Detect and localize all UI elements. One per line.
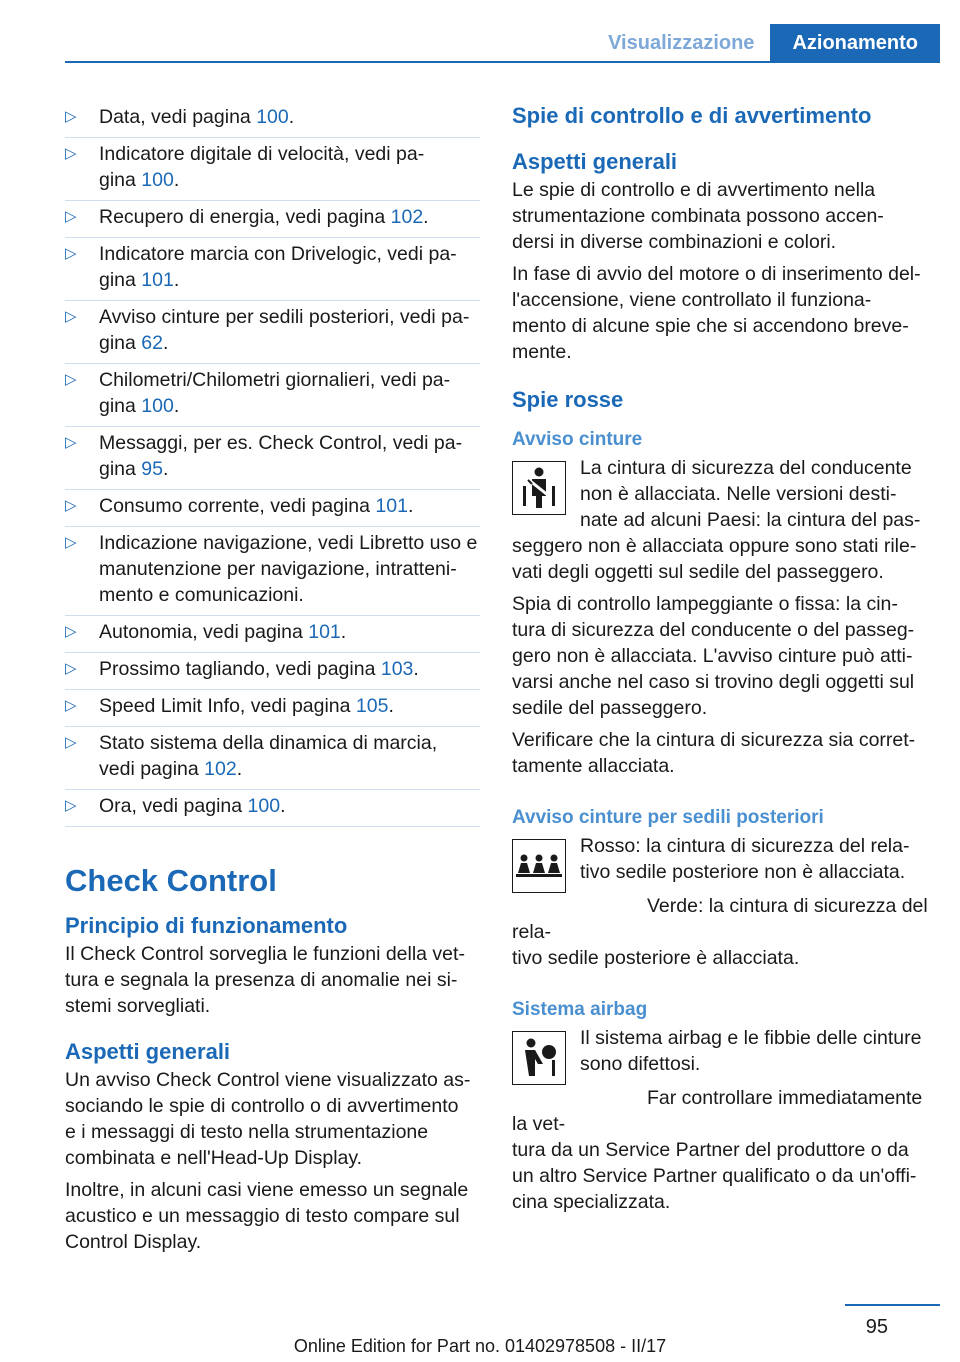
avviso-posteriori-text-1: Rosso: la cintura di sicurezza del rela- tivo sedile posteriore non è allacciata.	[580, 835, 910, 883]
list-item-text: Data, vedi pagina	[99, 106, 257, 128]
header-rule	[65, 61, 940, 63]
page-reference-link[interactable]: 100	[247, 795, 281, 817]
page-reference-link[interactable]: 102	[204, 758, 237, 780]
list-item-punct: .	[288, 106, 295, 128]
bullet-arrow-icon: ▷	[65, 308, 77, 325]
left-column	[65, 101, 480, 1255]
page-reference-link[interactable]: 101	[308, 621, 341, 643]
bullet-arrow-icon: ▷	[65, 108, 77, 125]
list-item	[65, 138, 480, 201]
right-column	[512, 101, 932, 1215]
check-control-title: Check Control	[65, 863, 277, 898]
list-item	[65, 727, 480, 790]
list-item-text: Chilometri/Chilometri giornalieri, vedi pa- gina	[99, 369, 451, 417]
bullet-arrow-icon: ▷	[65, 245, 77, 262]
page-number: 95	[865, 1316, 888, 1338]
list-item	[65, 490, 480, 527]
bullet-arrow-icon: ▷	[65, 660, 77, 677]
list-item	[65, 653, 480, 690]
list-item	[65, 527, 480, 616]
list-item	[65, 790, 480, 827]
sistema-airbag-heading: Sistema airbag	[512, 999, 648, 1020]
list-item-punct: .	[340, 621, 347, 643]
list-item-text: Indicatore marcia con Drivelogic, vedi pa- gina	[99, 243, 457, 291]
page-reference-link[interactable]: 101	[141, 269, 174, 291]
list-item-punct: .	[423, 206, 429, 228]
avviso-posteriori-heading: Avviso cinture per sedili posteriori	[512, 807, 824, 828]
list-item-text: Avviso cinture per sedili posteriori, vedi pa- gina	[99, 306, 470, 354]
list-item-punct: .	[173, 269, 180, 291]
list-item-punct: .	[236, 758, 243, 780]
bullet-arrow-icon: ▷	[65, 734, 77, 751]
page-reference-link[interactable]: 100	[141, 169, 174, 191]
page-reference-link[interactable]: 100	[256, 106, 289, 128]
tab-azionamento[interactable]: Azionamento	[770, 24, 940, 62]
list-item-punct: .	[173, 169, 180, 191]
page-reference-link[interactable]: 102	[390, 206, 424, 228]
aspetti-heading-left: Aspetti generali	[65, 1039, 231, 1064]
list-item	[65, 101, 480, 138]
avviso-cinture-text-1: La cintura di sicurezza del conducente non è allacciata. Nelle versioni desti-nate ad alcuni Paesi: la cintura del pas-seggero non è allacciata oppure sono stati rile-vati degli oggetti sul sedile del passeggero.	[512, 457, 921, 583]
list-item-text: Prossimo tagliando, vedi pagina	[99, 658, 381, 680]
list-item-text: Recupero di energia, vedi pagina	[99, 206, 391, 228]
display-items-list	[65, 101, 480, 827]
list-item-text: Messaggi, per es. Check Control, vedi pa- gina	[99, 432, 463, 480]
list-item-text: Speed Limit Info, vedi pagina	[99, 695, 356, 717]
principio-text: Il Check Control sorveglia le funzioni della vet- tura e segnala la presenza di anomalie nei si- stemi sorvegliati.	[65, 943, 465, 1017]
list-item-text: Stato sistema della dinamica di marcia, vedi pagina	[99, 732, 438, 780]
list-item	[65, 616, 480, 653]
list-item-punct: .	[163, 458, 169, 480]
bullet-arrow-icon: ▷	[65, 623, 77, 640]
list-item-punct: .	[173, 395, 180, 417]
page-reference-link[interactable]: 100	[141, 395, 174, 417]
avviso-cinture-text-2: Spia di controllo lampeggiante o fissa: la cin- tura di sicurezza del conducente o del passeg- gero non è allacciata. L'avviso cinture può atti- varsi anche nel caso si trovino degli oggetti sul sedile del passeggero.	[512, 593, 915, 719]
list-item-punct: .	[388, 695, 394, 717]
page-reference-link[interactable]: 62	[141, 332, 163, 354]
sistema-airbag-text-2: Far controllare immediatamente la vet- tura da un Service Partner del produttore o da un altro Service Partner qualificato o da un'offi- cina specializzata.	[512, 1087, 923, 1213]
list-item-text: Indicatore digitale di velocità, vedi pa- gina	[99, 143, 425, 191]
bullet-arrow-icon: ▷	[65, 434, 77, 451]
spie-rosse-heading: Spie rosse	[512, 387, 624, 412]
list-item-text: Consumo corrente, vedi pagina	[99, 495, 376, 517]
list-item	[65, 301, 480, 364]
aspetti-text-1-left: Un avviso Check Control viene visualizzato as- sociando le spie di controllo o di avvertimento e i messaggi di testo nella strumentazione combinata e nell'Head-Up Display.	[65, 1069, 471, 1169]
aspetti-heading-right: Aspetti generali	[512, 149, 678, 174]
list-item-punct: .	[413, 658, 419, 680]
bullet-arrow-icon: ▷	[65, 145, 77, 162]
page-reference-link[interactable]: 105	[355, 695, 389, 717]
bullet-arrow-icon: ▷	[65, 534, 77, 551]
list-item-text: Indicazione navigazione, vedi Libretto uso e manutenzione per navigazione, intratteni- mento e comunicazioni.	[99, 532, 478, 606]
avviso-cinture-heading: Avviso cinture	[512, 429, 643, 450]
list-item	[65, 238, 480, 301]
sistema-airbag-block	[512, 1023, 932, 1077]
list-item-text: Autonomia, vedi pagina	[99, 621, 309, 643]
bullet-arrow-icon: ▷	[65, 797, 77, 814]
airbag-warning-icon	[512, 1031, 566, 1085]
list-item-punct: .	[163, 332, 169, 354]
principio-heading: Principio di funzionamento	[65, 913, 348, 938]
bullet-arrow-icon: ▷	[65, 497, 77, 514]
online-edition-footer: Online Edition for Part no. 01402978508 - II/17	[293, 1336, 667, 1356]
bullet-arrow-icon: ▷	[65, 697, 77, 714]
avviso-posteriori-text-2: Verde: la cintura di sicurezza del rela- tivo sedile posteriore è allacciata.	[512, 895, 928, 969]
list-item	[65, 364, 480, 427]
rear-seatbelt-icon	[512, 839, 566, 893]
list-item-punct: .	[280, 795, 286, 817]
seatbelt-warning-icon	[512, 461, 566, 515]
aspetti-text-2-right: In fase di avvio del motore o di inserimento del- l'accensione, viene controllato il funziona- mento di alcune spie che si accendono breve- mente.	[512, 263, 921, 363]
spie-title: Spie di controllo e di avvertimento	[512, 103, 872, 128]
bullet-arrow-icon: ▷	[65, 371, 77, 388]
list-item	[65, 201, 480, 238]
tab-visualizzazione[interactable]: Visualizzazione	[592, 24, 770, 62]
bullet-arrow-icon: ▷	[65, 208, 77, 225]
header-tabs	[592, 24, 940, 62]
aspetti-text-1-right: Le spie di controllo e di avvertimento nella strumentazione combinata possono accen- dersi in diverse combinazioni e colori.	[512, 179, 884, 253]
list-item-punct: .	[407, 495, 414, 517]
list-item-text: Ora, vedi pagina	[99, 795, 248, 817]
avviso-posteriori-block	[512, 831, 932, 885]
aspetti-text-2-left: Inoltre, in alcuni casi viene emesso un segnale acustico e un messaggio di testo compare sul Control Display.	[65, 1179, 469, 1253]
avviso-cinture-block	[512, 453, 932, 585]
avviso-cinture-text-3: Verificare che la cintura di sicurezza sia corret- tamente allacciata.	[512, 729, 916, 777]
sistema-airbag-text-1: Il sistema airbag e le fibbie delle cinture sono difettosi.	[580, 1027, 922, 1075]
list-item	[65, 690, 480, 727]
footer-rule	[845, 1304, 940, 1306]
page-reference-link[interactable]: 95	[141, 458, 163, 480]
list-item	[65, 427, 480, 490]
page-reference-link[interactable]: 103	[380, 658, 414, 680]
page-reference-link[interactable]: 101	[375, 495, 408, 517]
